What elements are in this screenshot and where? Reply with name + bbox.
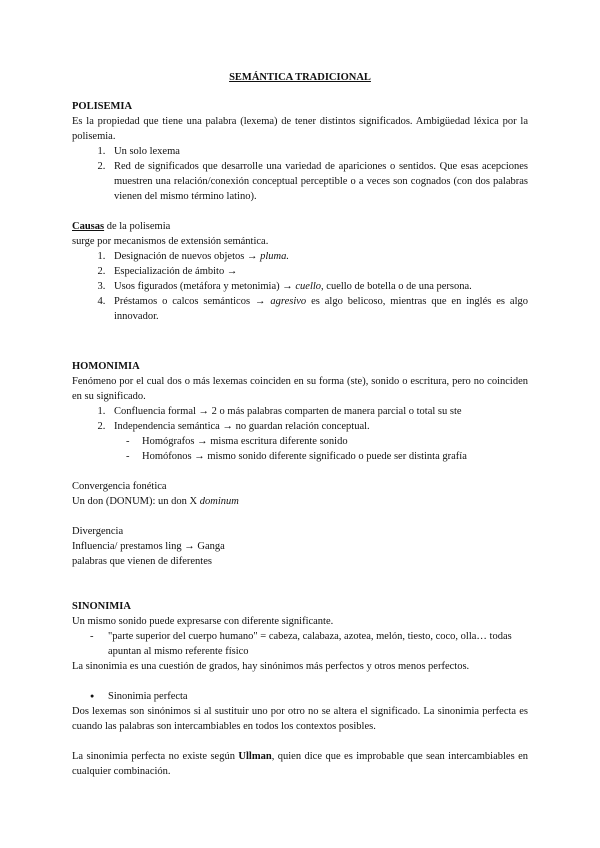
list-item: 2. Independencia semántica → no guardan relación conceptual.: [108, 419, 528, 434]
polisemia-definition: Es la propiedad que tiene una palabra (lexema) de tener distintos significados. Ambigüedad léxica por la polisemia.: [72, 116, 528, 142]
list-item: - Homófonos → mismo sonido diferente significado o puede ser distinta grafía: [126, 449, 528, 464]
causa-example: pluma.: [260, 251, 289, 262]
causas-list: [72, 249, 528, 324]
list-item: ● Sinonimia perfecta: [90, 689, 528, 704]
example-text: Un don (DONUM): un don X: [72, 496, 200, 507]
causa-text: Préstamos o calcos semánticos →: [114, 296, 271, 307]
convergencia-example: [72, 494, 528, 509]
polisemia-list: [72, 144, 528, 204]
section-homonimia: [72, 359, 528, 569]
homonimia-definition: Fenómeno por el cual dos o más lexemas coinciden en su forma (ste), sonido o escritura, pero no coinciden en su significado.: [72, 376, 528, 402]
causa-rest: , cuello de botella o de una persona.: [321, 281, 472, 292]
causas-heading: [72, 219, 528, 234]
section-polisemia: [72, 99, 528, 324]
ullman-name: Ullman: [238, 751, 272, 762]
causa-rest: es algo belicoso, mientras que en inglés es algo innovador.: [114, 296, 528, 322]
list-item: [108, 279, 528, 294]
ullman-paragraph: [72, 749, 528, 779]
sinonimia-dash-list: [72, 629, 528, 659]
list-item: [108, 249, 528, 264]
divergencia-label: Divergencia: [72, 526, 124, 537]
document-title: SEMÁNTICA TRADICIONAL: [229, 72, 371, 83]
list-item: - Homógrafos → misma escritura diferente sonido: [126, 434, 528, 449]
list-item: 2. Red de significados que desarrolle una variedad de apariciones o sentidos. Que esas acepciones muestren una relación/conexión conceptual perceptible o a veces son cognados (con dos palabras vienen del mismo término latino).: [108, 159, 528, 204]
list-item: 1. Confluencia formal → 2 o más palabras comparten de manera parcial o total su ste: [108, 404, 528, 419]
ullman-post: , quien dice que es improbable que sean intercambiables en cualquier combinación.: [72, 751, 528, 777]
sinonimia-grados: La sinonimia es una cuestión de grados, hay sinónimos más perfectos y otros menos perfectos.: [72, 661, 470, 672]
causas-intro: surge por mecanismos de extensión semántica.: [72, 236, 269, 247]
homonimia-sublist: [72, 434, 528, 464]
sinonimia-intro: Un mismo sonido puede expresarse con diferente significante.: [72, 616, 334, 627]
example-italic: dominum: [199, 496, 239, 507]
palabras-text: palabras que vienen de diferentes: [72, 556, 212, 567]
influencia-text: Influencia/ prestamos ling → Ganga: [72, 541, 225, 552]
homonimia-list: [72, 404, 528, 434]
causa-example: agresivo: [270, 296, 307, 307]
heading-sinonimia: SINONIMIA: [72, 601, 131, 612]
heading-homonimia: HOMONIMIA: [72, 361, 140, 372]
convergencia-label: Convergencia fonética: [72, 481, 167, 492]
causa-text: Usos figurados (metáfora y metonimia) →: [114, 281, 296, 292]
list-item: [108, 264, 528, 279]
list-item: - "parte superior del cuerpo humano" = cabeza, calabaza, azotea, melón, tiesto, coco, olla… todas apuntan al mismo referente físico: [90, 629, 528, 659]
heading-polisemia: POLISEMIA: [72, 101, 133, 112]
sinonimia-perfecta-definition: Dos lexemas son sinónimos si al sustituir uno por otro no se altera el significado. La sinonimia perfecta es cuando las palabras son intercambiables en todos los contextos posibles.: [72, 706, 528, 732]
sinonimia-bullet-list: [72, 689, 528, 704]
list-item: [108, 294, 528, 324]
list-item: 1. Un solo lexema: [108, 144, 528, 159]
causa-example: cuello: [295, 281, 322, 292]
causa-text: Especialización de ámbito →: [114, 266, 238, 277]
causa-text: Designación de nuevos objetos →: [114, 251, 261, 262]
causas-bold: Causas: [72, 221, 105, 232]
section-sinonimia: [72, 599, 528, 779]
causas-rest: de la polisemia: [104, 221, 171, 232]
ullman-pre: La sinonimia perfecta no existe según: [72, 751, 239, 762]
